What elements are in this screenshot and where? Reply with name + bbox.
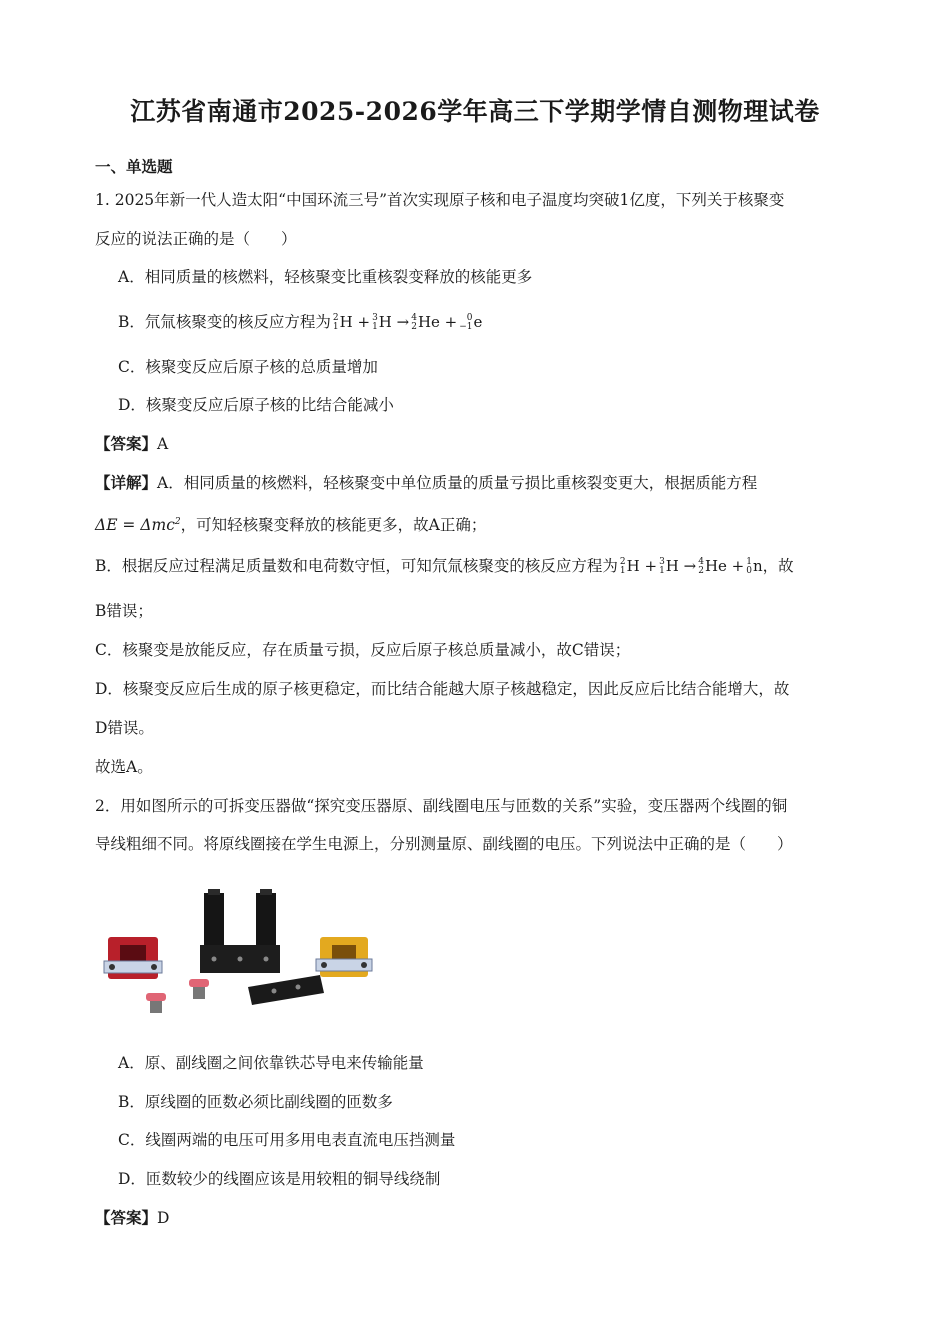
q1-option-a: A．相同质量的核燃料，轻核聚变比重核裂变释放的核能更多: [118, 268, 533, 286]
detail-text-a2: ，可知轻核聚变释放的核能更多，故A正确；: [180, 516, 487, 535]
q2-option-c: C．线圈两端的电压可用多用电表直流电压挡测量: [118, 1131, 456, 1149]
q2-option-b: B．原线圈的匝数必须比副线圈的匝数多: [118, 1093, 393, 1111]
u-core-image: [200, 889, 280, 973]
q2-option-a: A．原、副线圈之间依靠铁芯导电来传输能量: [118, 1054, 424, 1072]
q1-detail-c: C．核聚变是放能反应，存在质量亏损，反应后原子核总质量减小，故C错误；: [95, 641, 631, 659]
q1-detail-line1: [95, 473, 757, 493]
terminal-posts-image: [146, 979, 209, 1013]
q1-detail-b: [95, 556, 794, 576]
yellow-coil-image: [316, 937, 372, 977]
q1-answer: [95, 434, 168, 454]
transformer-figure: [98, 875, 408, 1035]
answer-label: 【答案】: [95, 1208, 158, 1227]
q1-stem-line1: 1. 2025年新一代人造太阳“中国环流三号”首次实现原子核和电子温度均突破1亿度，下列关于核聚变: [95, 191, 785, 209]
answer-value: A: [157, 435, 169, 453]
q1-option-b-text: B．氘氚核聚变的核反应方程为: [118, 313, 331, 331]
detail-text-b: B．根据反应过程满足质量数和电荷数守恒，可知氘氚核聚变的核反应方程为: [95, 557, 618, 575]
i-bar-image: [248, 975, 324, 1005]
detail-text-b-suffix: ，故: [762, 557, 794, 575]
answer-label: 【答案】: [95, 434, 158, 453]
reaction-equation-correct: 2 1 H + 3 1 H → 4 2 He + 1 0 n: [619, 557, 763, 576]
section-heading: 一、单选题: [95, 157, 173, 176]
detail-text-a: A．相同质量的核燃料，轻核聚变中单位质量的质量亏损比重核裂变更大，根据质能方程: [157, 474, 758, 492]
q2-stem-line2: 导线粗细不同。将原线圈接在学生电源上，分别测量原、副线圈的电压。下列说法中正确的是（ ）: [95, 835, 793, 853]
q1-detail-d2: D错误。: [95, 719, 154, 737]
q1-detail-d1: D．核聚变反应后生成的原子核更稳定，而比结合能越大原子核越稳定，因此反应后比结合能增大，故: [95, 680, 790, 698]
q2-stem-line1: 2．用如图所示的可拆变压器做“探究变压器原、副线圈电压与匝数的关系”实验，变压器两个线圈的铜: [95, 797, 788, 815]
q1-conclusion: 故选A。: [95, 758, 153, 776]
q1-option-b: [118, 312, 482, 332]
reaction-equation-b: 2 1 H + 3 1 H → 4 2 He + 0 −1 e: [332, 313, 483, 332]
answer-value: D: [157, 1209, 170, 1227]
page-title: 江苏省南通市2025-2026学年高三下学期学情自测物理试卷: [130, 97, 820, 126]
detail-label: 【详解】: [95, 473, 158, 492]
q1-stem-line2: 反应的说法正确的是（ ）: [95, 230, 297, 248]
q1-option-c: C．核聚变反应后原子核的总质量增加: [118, 358, 378, 376]
q2-option-d: D．匝数较少的线圈应该是用较粗的铜导线绕制: [118, 1170, 441, 1188]
mass-energy-equation: ΔE = Δmc$^2$: [95, 516, 181, 535]
q2-answer: [95, 1208, 169, 1228]
q1-detail-line2: [95, 512, 486, 535]
q1-option-d: D．核聚变反应后原子核的比结合能减小: [118, 396, 394, 414]
q1-detail-b2: B错误；: [95, 602, 153, 620]
red-coil-image: [104, 937, 162, 979]
